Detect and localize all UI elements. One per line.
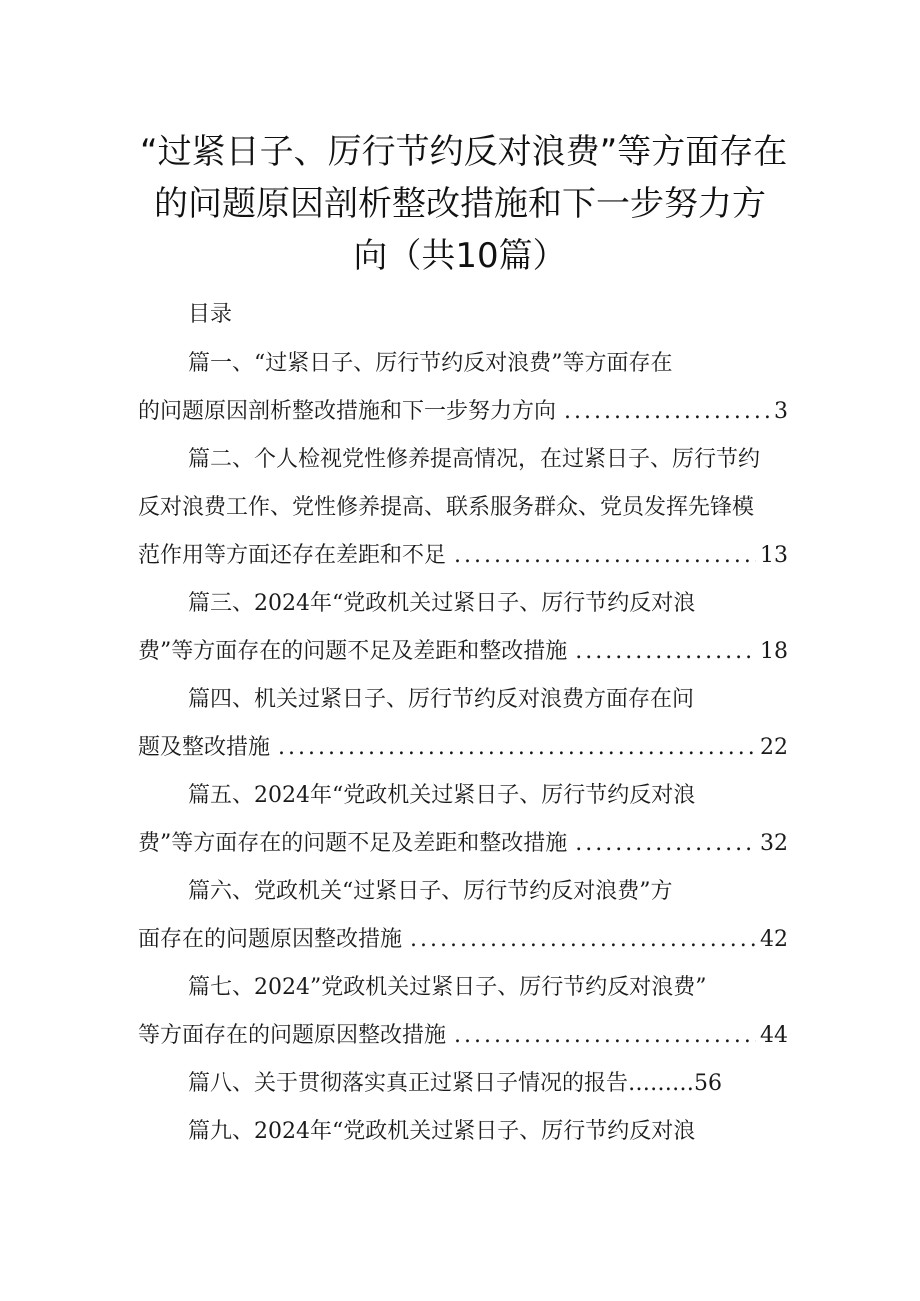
toc-entry-text: 篇一、“过紧日子、厉行节约反对浪费”等方面存在 xyxy=(188,351,673,376)
toc-page-number: 22 xyxy=(760,735,788,760)
toc-entry-line xyxy=(138,1020,788,1068)
toc-entry-line xyxy=(138,636,788,684)
toc-entry-line xyxy=(138,348,788,396)
toc-entry[interactable] xyxy=(138,876,788,972)
toc-entry-line xyxy=(138,732,788,780)
toc-entry-line xyxy=(138,492,788,540)
toc-entry-line xyxy=(138,876,788,924)
toc-entry[interactable] xyxy=(138,780,788,876)
toc-page-number: 3 xyxy=(774,399,788,424)
dot-leader xyxy=(564,396,770,428)
toc-entry-text: 篇六、党政机关“过紧日子、厉行节约反对浪费”方 xyxy=(188,879,673,904)
toc-entry[interactable] xyxy=(138,1116,788,1164)
toc-entry-text: 篇八、关于贯彻落实真正过紧日子情况的报告………56 xyxy=(188,1071,722,1096)
toc-entry-line xyxy=(138,780,788,828)
toc-entry-line xyxy=(138,444,788,492)
dot-leader xyxy=(575,828,756,860)
toc-list xyxy=(138,348,788,1164)
toc-entry[interactable] xyxy=(138,444,788,588)
toc-heading: 目录 xyxy=(188,302,233,327)
toc-entry-text: 费”等方面存在的问题不足及差距和整改措施 xyxy=(138,831,568,856)
toc-entry[interactable] xyxy=(138,1068,788,1116)
toc-entry-text: 题及整改措施 xyxy=(138,735,271,760)
toc-entry-line xyxy=(138,972,788,1020)
toc-entry-line xyxy=(138,1116,788,1164)
toc-entry-text: 篇九、2024年“党政机关过紧日子、厉行节约反对浪 xyxy=(188,1119,696,1144)
toc-page-number: 44 xyxy=(760,1023,788,1048)
dot-leader xyxy=(410,924,756,956)
dot-leader xyxy=(454,540,756,572)
title-line: 向（共10篇） xyxy=(353,236,567,276)
toc-entry-line xyxy=(138,540,788,588)
toc-page-number: 32 xyxy=(760,831,788,856)
toc-entry-text: 面存在的问题原因整改措施 xyxy=(138,927,403,952)
toc-page-number: 13 xyxy=(760,543,788,568)
dot-leader xyxy=(575,636,756,668)
toc-entry-text: 篇二、个人检视党性修养提高情况，在过紧日子、厉行节约 xyxy=(188,447,761,472)
toc-entry-line xyxy=(138,828,788,876)
toc-entry[interactable] xyxy=(138,972,788,1068)
toc-page-number: 18 xyxy=(760,639,788,664)
toc-entry-line xyxy=(138,396,788,444)
toc-entry-text: 的问题原因剖析整改措施和下一步努力方向 xyxy=(138,399,557,424)
toc-entry-line xyxy=(138,588,788,636)
toc-entry-text: 篇七、2024”党政机关过紧日子、厉行节约反对浪费” xyxy=(188,975,707,1000)
title-line: 的问题原因剖析整改措施和下一步努力方 xyxy=(154,184,766,224)
toc-entry-text: 篇五、2024年“党政机关过紧日子、厉行节约反对浪 xyxy=(188,783,696,808)
toc-entry[interactable] xyxy=(138,588,788,684)
dot-leader xyxy=(454,1020,756,1052)
toc-page-number: 42 xyxy=(760,927,788,952)
toc-entry[interactable] xyxy=(138,684,788,780)
toc-entry-text: 反对浪费工作、党性修养提高、联系服务群众、党员发挥先锋模 xyxy=(138,495,755,520)
title-line: “过紧日子、厉行节约反对浪费”等方面存在 xyxy=(140,132,788,172)
toc-entry-text: 费”等方面存在的问题不足及差距和整改措施 xyxy=(138,639,568,664)
dot-leader xyxy=(278,732,756,764)
document-title xyxy=(140,126,788,282)
toc-entry[interactable] xyxy=(138,348,788,444)
toc-entry-line xyxy=(138,684,788,732)
toc-entry-line xyxy=(138,1068,788,1116)
toc-entry-text: 等方面存在的问题原因整改措施 xyxy=(138,1023,447,1048)
toc-entry-text: 篇四、机关过紧日子、厉行节约反对浪费方面存在问 xyxy=(188,687,695,712)
toc-entry-text: 篇三、2024年“党政机关过紧日子、厉行节约反对浪 xyxy=(188,591,696,616)
toc-entry-line xyxy=(138,924,788,972)
toc-entry-text: 范作用等方面还存在差距和不足 xyxy=(138,543,447,568)
